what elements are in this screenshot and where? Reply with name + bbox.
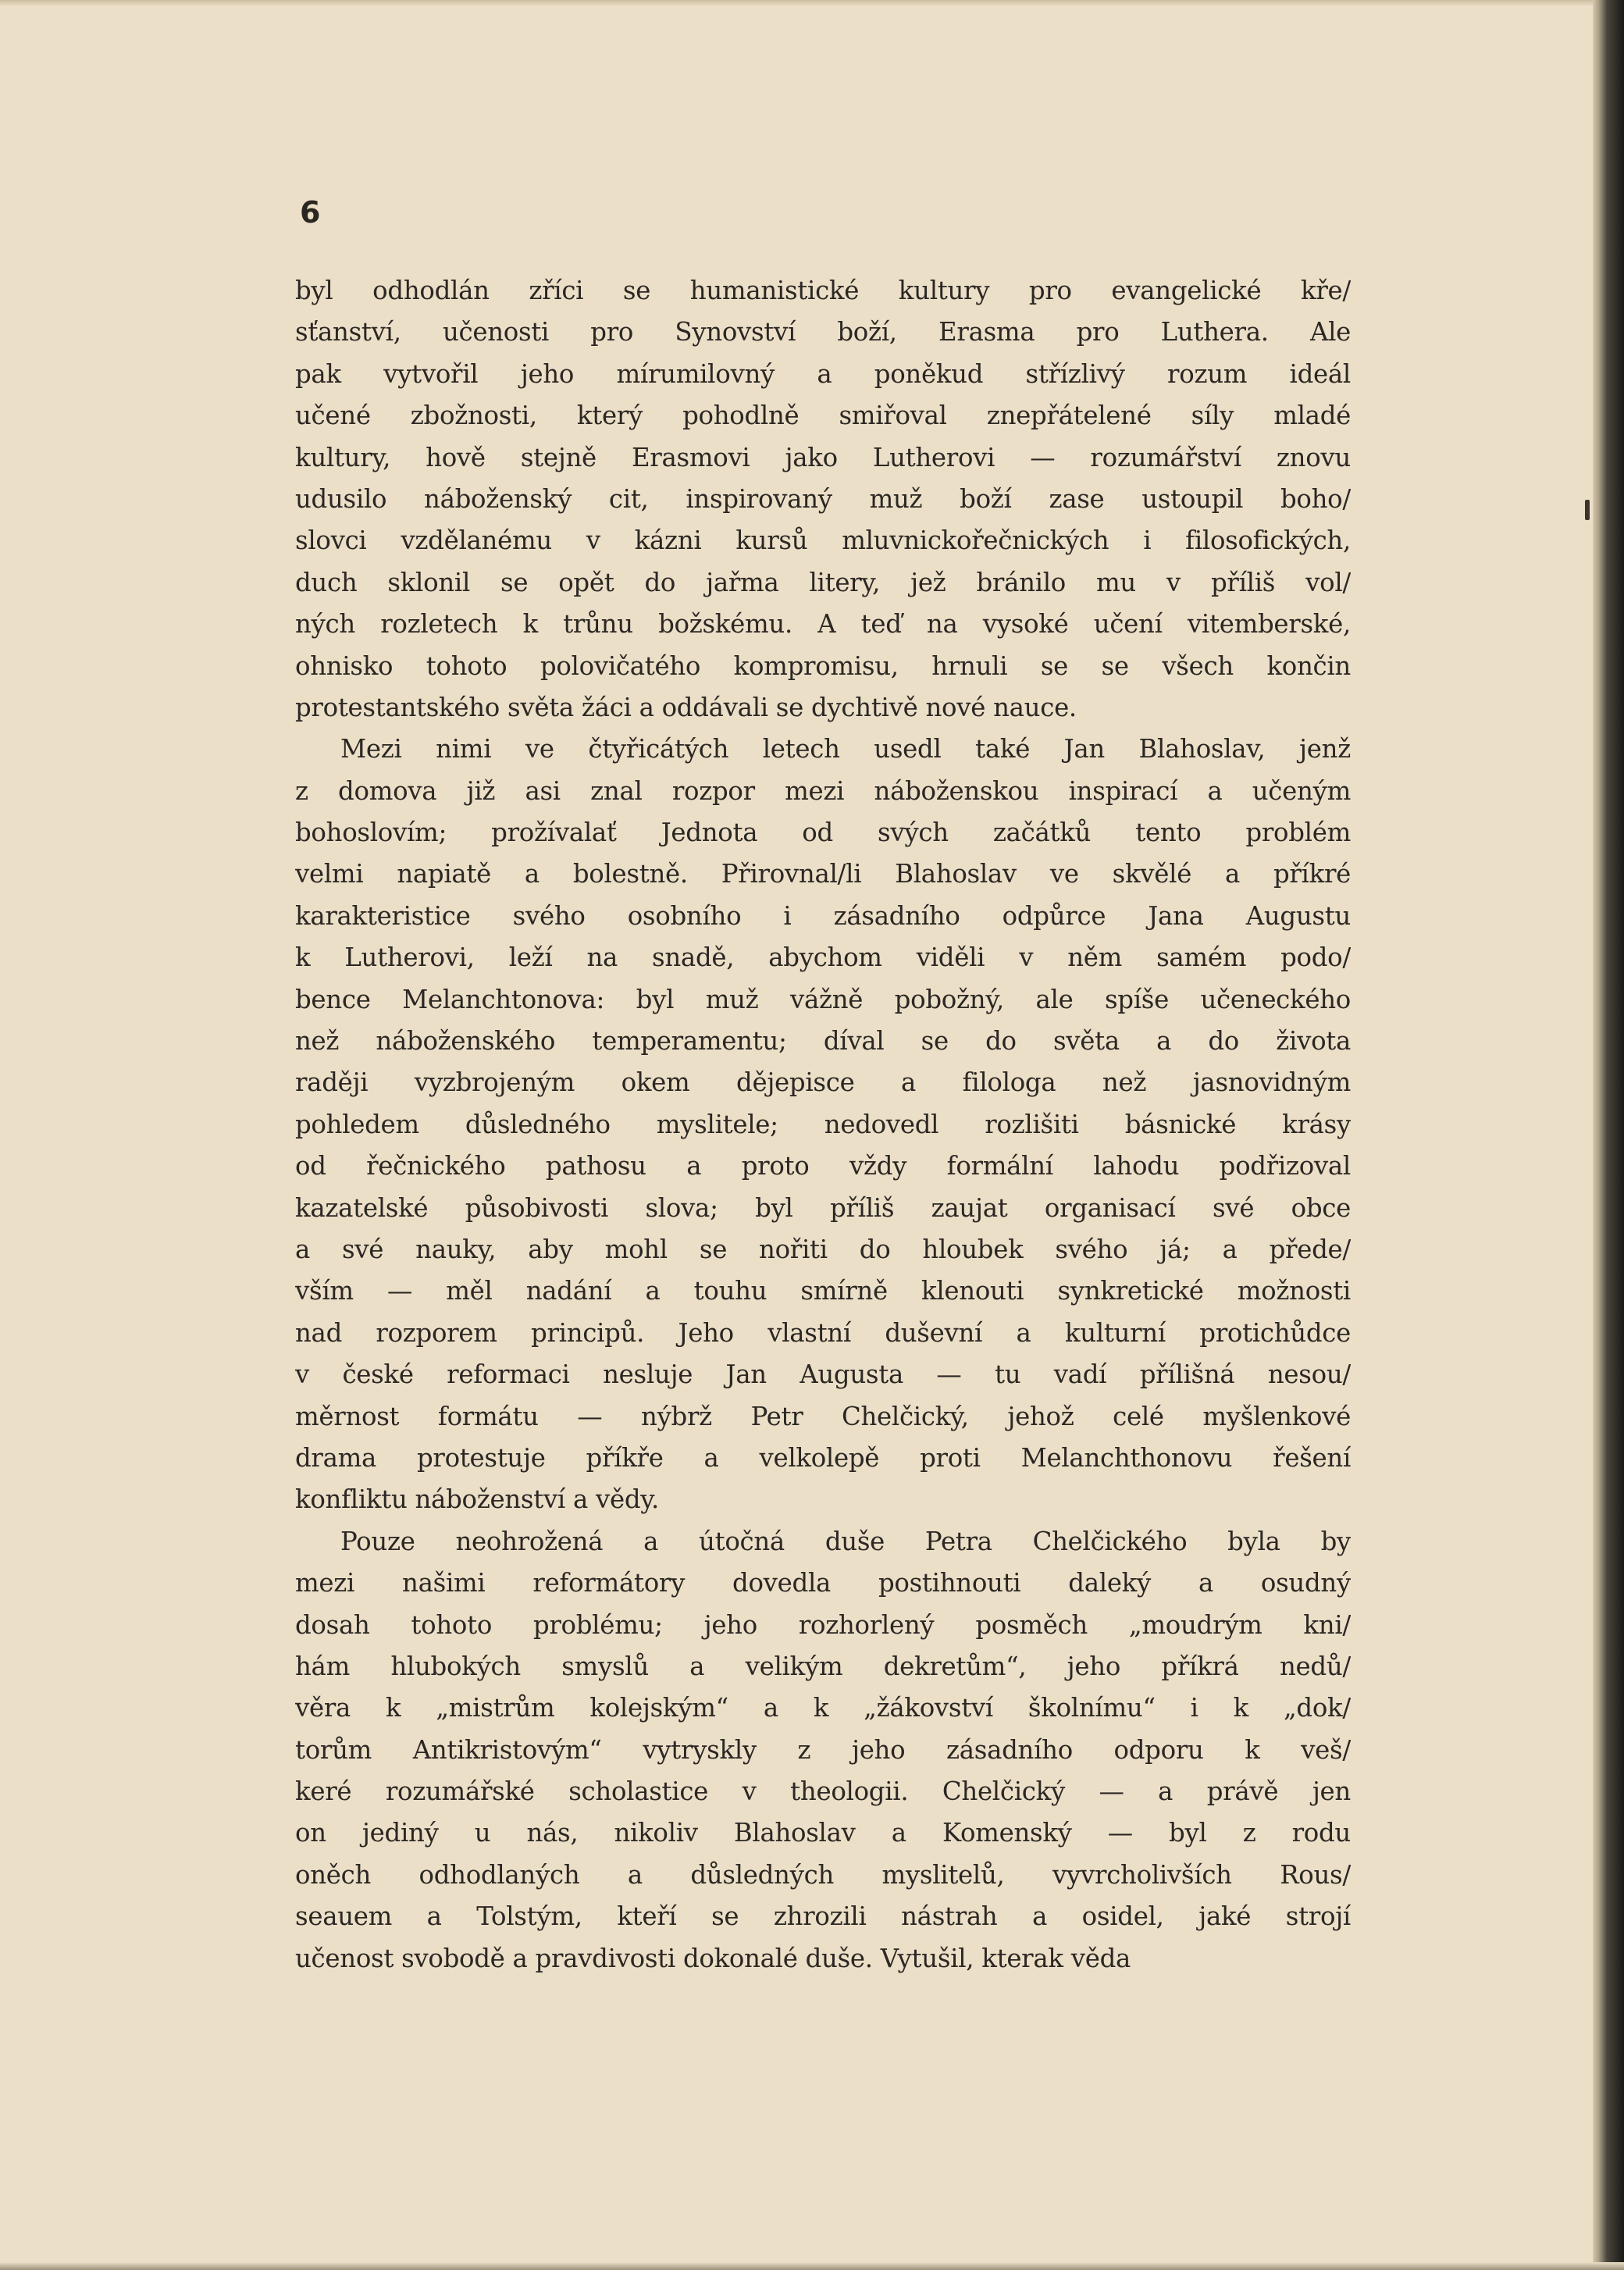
text-line: drama protestuje příkře a velkolepě proti Melanchthonovu řešení — [295, 1442, 1351, 1473]
text-line: ných rozletech k trůnu božskému. A teď na vysoké učení vitemberské, — [295, 609, 1351, 640]
text-line: duch sklonil se opět do jařma litery, jež bránilo mu v příliš vol/ — [295, 567, 1351, 597]
body-text — [295, 270, 1351, 1980]
paragraph — [295, 270, 1351, 729]
paragraph — [295, 1521, 1351, 1980]
text-line: raději vyzbrojeným okem dějepisce a filologa než jasnovidným — [295, 1067, 1351, 1098]
text-line: on jediný u nás, nikoliv Blahoslav a Komenský — byl z rodu — [295, 1818, 1351, 1848]
text-line: hám hlubokých smyslů a velikým dekretům“, jeho příkrá nedů/ — [295, 1651, 1351, 1681]
text-line: karakteristice svého osobního i zásadního odpůrce Jana Augustu — [295, 900, 1351, 931]
text-line: bohoslovím; prožívalať Jednota od svých začátků tento problém — [295, 818, 1351, 848]
text-line: slovci vzdělanému v kázni kursů mluvnickořečnických i filosofických, — [295, 526, 1351, 556]
text-line: dosah tohoto problému; jeho rozhorlený posměch „moudrým kni/ — [295, 1609, 1351, 1640]
text-line: udusilo náboženský cit, inspirovaný muž boží zase ustoupil boho/ — [295, 483, 1351, 514]
text-line: byl odhodlán zříci se humanistické kultury pro evangelické kře/ — [295, 276, 1351, 305]
text-line: z domova již asi znal rozpor mezi náboženskou inspirací a učeným — [295, 775, 1351, 806]
text-line: měrnost formátu — nýbrž Petr Chelčický, jehož celé myšlenkové — [295, 1401, 1351, 1431]
text-line: sťanství, učenosti pro Synovství boží, Erasma pro Luthera. Ale — [295, 317, 1351, 347]
text-line: ohnisko tohoto polovičatého kompromisu, hrnuli se se všech končin — [295, 650, 1351, 681]
text-line: bence Melanchtonova: byl muž vážně pobožný, ale spíše učeneckého — [295, 984, 1351, 1014]
text-line: v české reformaci nesluje Jan Augusta — tu vadí přílišná nesou/ — [295, 1360, 1351, 1390]
text-line: kazatelské působivosti slova; byl příliš zaujat organisací své obce — [295, 1192, 1351, 1223]
paragraph — [295, 729, 1351, 1520]
text-line: pak vytvořil jeho mírumilovný a poněkud střízlivý rozum ideál — [295, 358, 1351, 389]
text-line: keré rozumářské scholastice v theologii. Chelčický — a právě jen — [295, 1776, 1351, 1807]
text-line: učené zbožnosti, který pohodlně smiřoval znepřátelené síly mladé — [295, 401, 1351, 431]
text-line: protestantského světa žáci a oddávali se dychtivě nové nauce. — [295, 692, 1077, 722]
text-line: vším — měl nadání a touhu smírně klenouti synkretické možnosti — [295, 1276, 1351, 1306]
text-line: konfliktu náboženství a vědy. — [295, 1484, 659, 1515]
text-line: torům Antikristovým“ vytryskly z jeho zásadního odporu k veš/ — [295, 1734, 1351, 1765]
text-line: Pouze neohrožená a útočná duše Petra Chelčického byla by — [340, 1526, 1351, 1556]
page-number: 6 — [300, 195, 321, 230]
text-line: věra k „mistrům kolejským“ a k „žákovství školnímu“ i k „dok/ — [295, 1693, 1351, 1723]
page-bottom-edge — [0, 2262, 1624, 2270]
text-line: Mezi nimi ve čtyřicátých letech usedl také Jan Blahoslav, jenž — [340, 734, 1351, 764]
margin-mark — [1585, 500, 1590, 520]
text-line: k Lutherovi, leží na snadě, abychom viděli v něm samém podo/ — [295, 943, 1351, 973]
book-spine-edge — [1593, 0, 1624, 2270]
text-line: velmi napiatě a bolestně. Přirovnal/li Blahoslav ve skvělé a příkré — [295, 859, 1351, 889]
text-line: kultury, hově stejně Erasmovi jako Lutherovi — rozumářství znovu — [295, 442, 1351, 472]
text-line: mezi našimi reformátory dovedla postihnouti daleký a osudný — [295, 1568, 1351, 1598]
text-line: a své nauky, aby mohl se nořiti do hloubek svého já; a přede/ — [295, 1234, 1351, 1264]
text-line: než náboženského temperamentu; díval se do světa a do života — [295, 1026, 1351, 1057]
text-line: oněch odhodlaných a důsledných myslitelů, vyvrcholivších Rous/ — [295, 1859, 1351, 1890]
text-line: seauem a Tolstým, kteří se zhrozili nástrah a osidel, jaké strojí — [295, 1901, 1351, 1932]
text-line: učenost svobodě a pravdivosti dokonalé duše. Vytušil, kterak věda — [295, 1943, 1131, 1973]
text-line: pohledem důsledného myslitele; nedovedl rozlišiti básnické krásy — [295, 1109, 1351, 1139]
text-line: nad rozporem principů. Jeho vlastní duševní a kulturní protichůdce — [295, 1317, 1351, 1348]
page-top-edge — [0, 0, 1624, 6]
text-line: od řečnického pathosu a proto vždy formální lahodu podřizoval — [295, 1151, 1351, 1181]
